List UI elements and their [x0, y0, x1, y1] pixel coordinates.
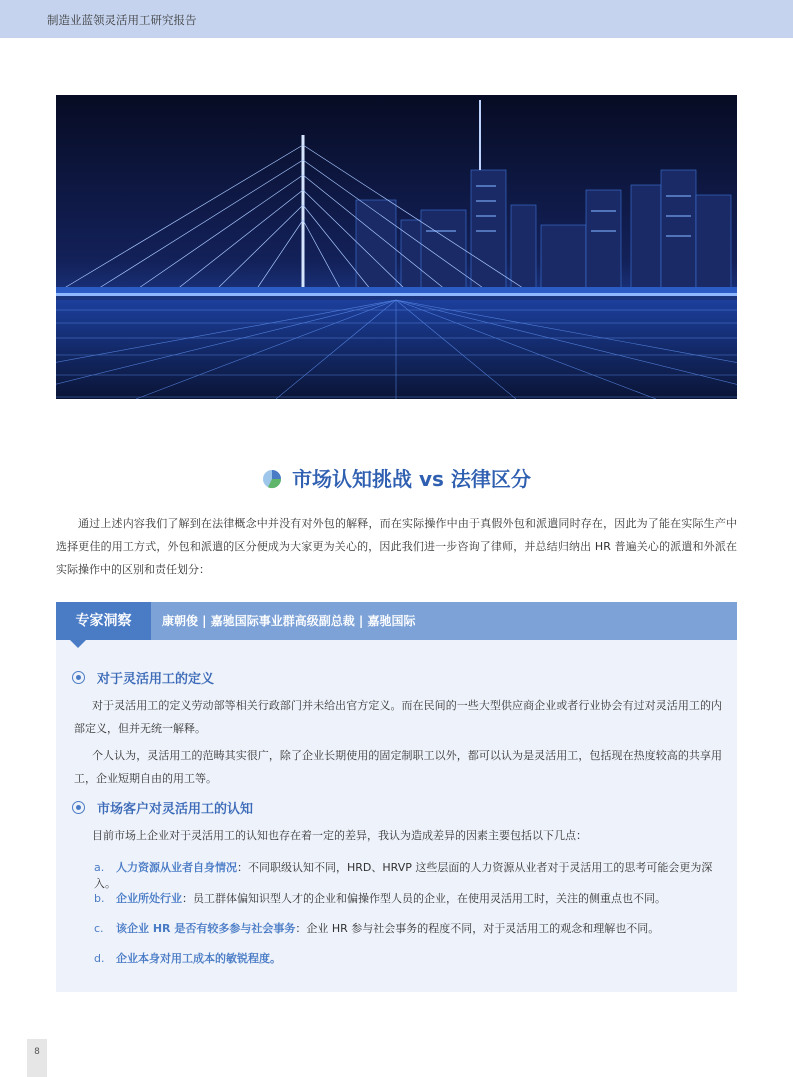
bullet-circle-icon — [72, 671, 85, 684]
topic-definition-title: 对于灵活用工的定义 — [97, 672, 215, 687]
expert-tag: 专家洞察 — [56, 602, 151, 640]
pie-chart-icon — [262, 469, 282, 494]
topic-definition-heading — [72, 668, 214, 687]
list-item — [94, 920, 734, 936]
expert-tag-pointer — [70, 640, 86, 648]
list-marker: c. — [94, 922, 104, 935]
report-title: 制造业蓝领灵活用工研究报告 — [47, 13, 197, 27]
list-item — [94, 890, 734, 906]
hero-image — [56, 95, 737, 399]
topic-perception-paragraph: 目前市场上企业对于灵活用工的认知也存在着一定的差异，我认为造成差异的因素主要包括以下几点： — [92, 829, 587, 842]
expert-insight-box — [56, 602, 737, 992]
list-keyword: 该企业 HR 是否有较多参与社会事务 — [116, 922, 296, 935]
topic-definition-paragraph-1: 对于灵活用工的定义劳动部等相关行政部门并未给出官方定义。而在民间的一些大型供应商企业或者行业协会有过对灵活用工的内部定义，但并无统一解释。 — [74, 699, 722, 735]
bullet-circle-icon — [72, 801, 85, 814]
list-marker: d. — [94, 952, 105, 965]
section-title-text: 市场认知挑战 vs 法律区分 — [292, 467, 531, 491]
expert-header — [56, 602, 737, 640]
list-marker: b. — [94, 892, 105, 905]
list-item — [94, 950, 734, 966]
list-text: ：不同职级认知不同，HRD、HRVP 这些层面的人力资源从业者对于灵活用工的思考可能会更为深入。 — [94, 861, 713, 890]
list-text: ：企业 HR 参与社会事务的程度不同，对于灵活用工的观念和理解也不同。 — [295, 922, 660, 935]
list-keyword: 企业所处行业 — [116, 892, 182, 905]
topic-definition-paragraph-2: 个人认为，灵活用工的范畴其实很广，除了企业长期使用的固定制职工以外，都可以认为是灵活用工，包括现在热度较高的共享用工，企业短期自由的用工等。 — [74, 749, 722, 785]
list-text: ：员工群体偏知识型人才的企业和偏操作型人员的企业，在使用灵活用工时，关注的侧重点也不同。 — [182, 892, 666, 905]
topic-perception-title: 市场客户对灵活用工的认知 — [97, 802, 254, 817]
expert-name: 康朝俊 | 嘉驰国际事业群高级副总裁 | 嘉驰国际 — [162, 614, 416, 628]
city-bridge-night-skyline — [56, 95, 737, 399]
list-keyword: 企业本身对用工成本的敏锐程度。 — [116, 952, 281, 965]
page-number: 8 — [34, 1047, 40, 1057]
page-number-tab — [27, 1039, 47, 1077]
list-keyword: 人力资源从业者自身情况 — [116, 861, 237, 874]
header-bar — [0, 0, 793, 38]
list-marker: a. — [94, 861, 105, 874]
intro-paragraph: 通过上述内容我们了解到在法律概念中并没有对外包的解释，而在实际操作中由于真假外包和派遣同时存在，因此为了能在实际生产中选择更佳的用工方式，外包和派遣的区分便成为大家更为关心的，因此我们进一步咨询了律师，并总结归纳出 HR 普遍关心的派遣和外派在实际操作中的区别和责任划分： — [56, 517, 737, 576]
section-title — [0, 463, 793, 494]
topic-perception-heading — [72, 798, 253, 817]
list-item — [94, 859, 734, 891]
